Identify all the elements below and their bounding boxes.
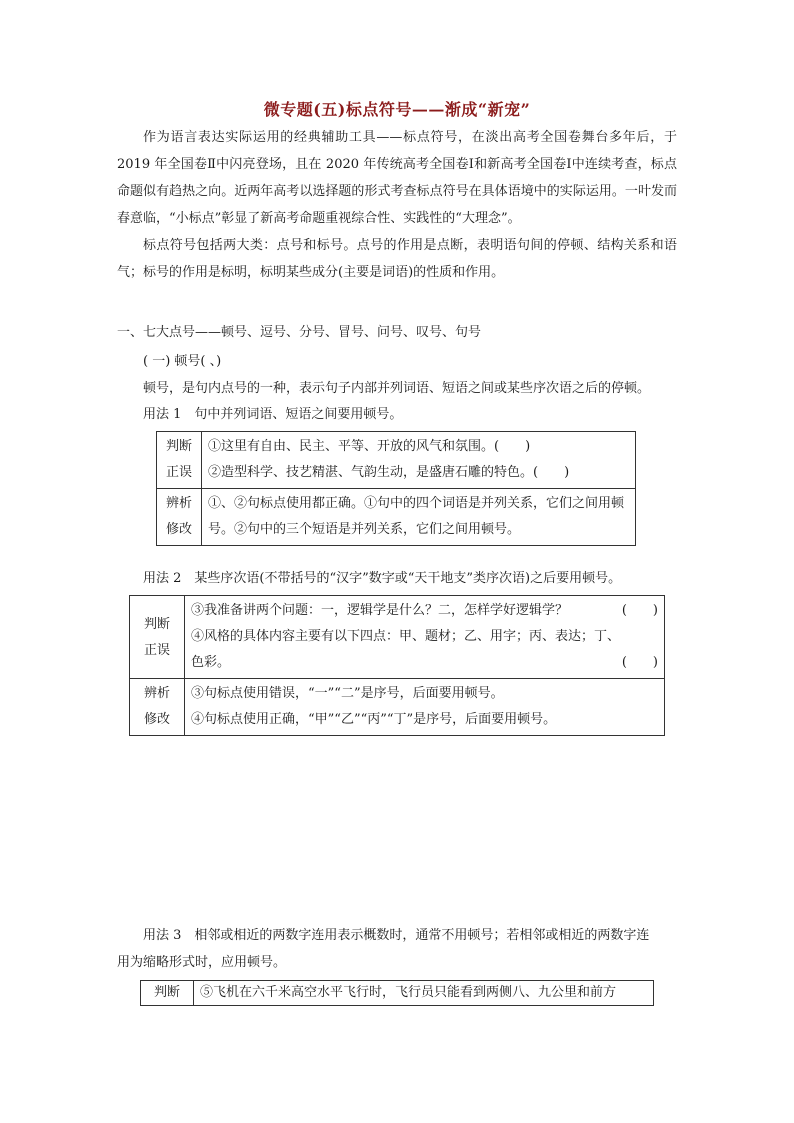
analysis-label-line: 辨析 (165, 496, 192, 511)
table-row (157, 432, 636, 489)
analysis-label-line: 修改 (165, 522, 192, 537)
analysis-label-cell (157, 489, 202, 546)
usage3-table (140, 980, 654, 1006)
usage1-heading: 用法 1 句中并列词语、短语之间要用顿号。 (143, 407, 403, 422)
judge-label-line: 判断 (165, 439, 192, 454)
judge-label-line: 正误 (143, 643, 170, 658)
analysis-content-cell: ①、②句标点使用都正确。①句中的四个词语是并列关系，它们之间用顿号。②句中的三个短语是并列关系，它们之间用顿号。 (202, 489, 636, 546)
judge-content-cell (202, 432, 636, 489)
judge-line (191, 650, 658, 676)
judge-line-text: ②造型科学、技艺精湛、气韵生动，是盛唐石雕的特色。 (208, 465, 534, 480)
table-row (130, 679, 665, 736)
answer-paren: ( ) (621, 655, 658, 670)
answer-paren: ( ) (494, 439, 531, 454)
judge-label-line: 判断 (143, 617, 170, 632)
page-title: 微专题(五)标点符号——渐成“新宠” (263, 100, 531, 119)
analysis-line: ③句标点使用错误，“一”“二”是序号，后面要用顿号。 (191, 686, 504, 701)
judge-label-cell (157, 432, 202, 489)
analysis-label-cell (130, 679, 185, 736)
table-row (141, 981, 654, 1006)
intro-paragraph-2: 标点符号包括两大类：点号和标号。点号的作用是点断，表明语句间的停顿、结构关系和语气；标号的作用是标明，标明某些成分(主要是词语)的性质和作用。 (117, 238, 677, 280)
judge-content-cell: ⑤飞机在六千米高空水平飞行时，飞行员只能看到两侧八、九公里和前方 (194, 981, 654, 1006)
answer-paren: ( ) (533, 465, 570, 480)
judge-line-text: ①这里有自由、民主、平等、开放的风气和氛围。 (208, 439, 495, 454)
analysis-label-line: 辨析 (143, 686, 170, 701)
judge-content-cell (185, 596, 665, 679)
usage1-table (156, 431, 636, 546)
table-row (157, 489, 636, 546)
analysis-label-line: 修改 (143, 712, 170, 727)
usage2-heading: 用法 2 某些序次语(不带括号的“汉字”数字或“天干地支”类序次语)之后要用顿号。 (143, 571, 622, 586)
judge-line: ④风格的具体内容主要有以下四点：甲、题材；乙、用字；丙、表达；丁、 (191, 629, 621, 644)
judge-line (208, 434, 629, 460)
intro-section (117, 124, 677, 286)
answer-paren: ( ) (621, 603, 658, 618)
analysis-content-cell (185, 679, 665, 736)
definition-text: 顿号，是句内点号的一种，表示句子内部并列词语、短语之间或某些序次语之后的停顿。 (143, 381, 651, 396)
usage2-table (129, 595, 665, 736)
judge-line-text: ③我准备讲两个问题：一，逻辑学是什么？二，怎样学好逻辑学？ (191, 603, 569, 618)
usage3-heading-line2: 用为缩略形式时，应用顿号。 (117, 955, 287, 970)
judge-line (208, 460, 629, 486)
judge-line-text: 色彩。 (191, 655, 231, 670)
usage3-heading-line1: 用法 3 相邻或相近的两数字连用表示概数时，通常不用顿号；若相邻或相近的两数字连 (143, 928, 650, 943)
judge-label-cell: 判断 (141, 981, 194, 1006)
analysis-line: ④句标点使用正确，“甲”“乙”“丙”“丁”是序号，后面要用顿号。 (191, 712, 557, 727)
judge-label-line: 正误 (165, 465, 192, 480)
judge-line (191, 598, 658, 624)
judge-label-cell (130, 596, 185, 679)
intro-paragraph-1: 作为语言表达实际运用的经典辅助工具——标点符号，在淡出高考全国卷舞台多年后，于 2019 年全国卷Ⅱ中闪亮登场，且在 2020 年传统高考全国卷Ⅰ和新高考全国卷Ⅰ中连续考查，标点命题似有趋热之向。近两年高考以选择题的形式考查标点符号在具体语境中的实际运用。一叶发而春意临，“小标点”彰显了新高考命题重视综合性、实践性的“大理念”。 (117, 130, 677, 226)
subsection-heading: ( 一) 顿号( 、) (143, 354, 222, 369)
section-heading: 一、七大点号——顿号、逗号、分号、冒号、问号、叹号、句号 (117, 325, 482, 340)
table-row (130, 596, 665, 679)
